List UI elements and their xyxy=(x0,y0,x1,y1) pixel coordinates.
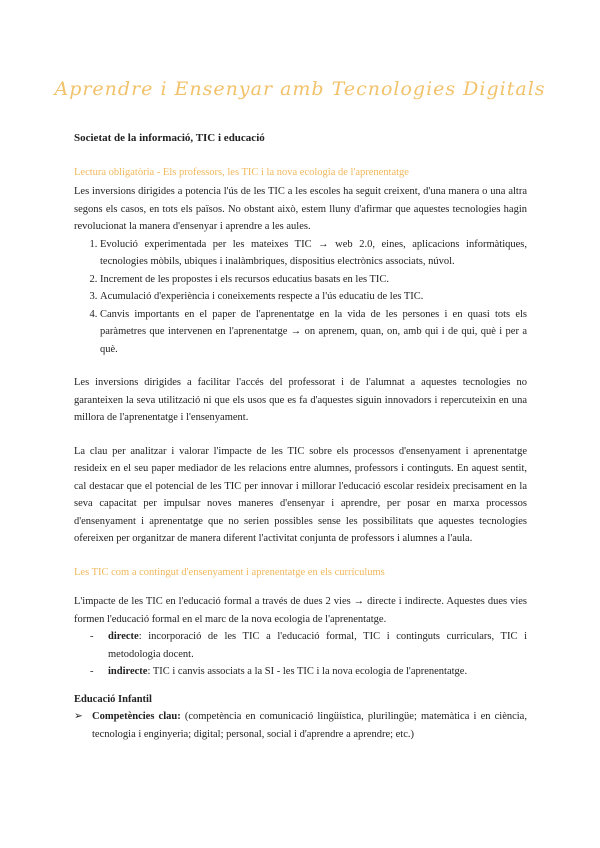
term-indirect: indirecte xyxy=(108,666,148,677)
term-direct: directe xyxy=(108,631,139,642)
list-item: 3. Acumulació d'experiència i coneixements respecte a l'ús educatiu de les TIC. xyxy=(100,288,527,306)
list-item xyxy=(90,663,527,681)
document-body xyxy=(74,130,527,743)
reading-subheading: Lectura obligatòria - Els professors, les TIC i la nova ecologia de l'aprenentatge xyxy=(74,166,409,178)
list-item xyxy=(74,708,527,743)
ways-list xyxy=(74,628,527,681)
key-competences-text: (competència en comunicació lingüística, plurilingüe; matemàtica i en ciència, tecnologia i enginyeria; digital; personal, social i d'aprendre a aprendre; etc.) xyxy=(92,711,527,740)
curriculum-subheading: Les TIC com a contingut d'ensenyament i aprenentatge en els currículums xyxy=(74,566,385,578)
term-description: : TIC i canvis associats a la SI - les TIC i la nova ecologia de l'aprenentatge. xyxy=(147,666,468,677)
factors-list xyxy=(74,236,527,359)
list-item: 4. Canvis importants en el paper de l'aprenentatge en la vida de les persones i en quasi tots els paràmetres que intervenen en l'aprenentatge → on aprenem, quan, on, amb qui i de qui, què i per a què. xyxy=(100,306,527,359)
intro-paragraph: Les inversions dirigides a potencia l'ús de les TIC a les escoles ha seguit creixent, d'una manera o una altra segons els casos, en tots els països. No obstant això, estem lluny d'afirmar que aquestes tecnologies hagin revolucionat la manera d'ensenyar i aprendre a les aules. xyxy=(74,186,527,232)
list-item xyxy=(90,628,527,663)
key-competences-term: Competències clau: xyxy=(92,711,181,722)
dash-bullet: - xyxy=(90,666,94,677)
dash-bullet: - xyxy=(90,631,94,642)
list-item: 1. Evolució experimentada per les mateixes TIC → web 2.0, eines, aplicacions informàtiques, tecnologies mòbils, ubiques i inalàmbriques, dispositius electrònics associats, núvol. xyxy=(100,236,527,271)
document-title: Aprendre i Ensenyar amb Tecnologies Digitals xyxy=(54,78,546,100)
section-heading: Societat de la informació, TIC i educació xyxy=(74,132,265,144)
paragraph: L'impacte de les TIC en l'educació formal a través de dues 2 vies → directe i indirecte. Aquestes dues vies formen l'educació formal en el marc de la nova ecologia de l'aprenentatge. xyxy=(74,596,527,625)
term-description: : incorporació de les TIC a l'educació formal, TIC i continguts curriculars, TIC i metodologia docent. xyxy=(108,631,527,660)
subsection-heading: Educació Infantil xyxy=(74,693,152,705)
list-item: 2. Increment de les propostes i els recursos educatius basats en les TIC. xyxy=(100,271,527,289)
arrow-bullet-icon: ➢ xyxy=(74,711,83,722)
paragraph: La clau per analitzar i valorar l'impacte de les TIC sobre els processos d'ensenyament i aprenentatge resideix en el seu paper mediador de les relacions entre alumnes, professors i continguts. En aquest sentit, cal destacar que el potencial de les TIC per innovar i millorar l'educació escolar resideix precisament en la seva capacitat per impulsar noves maneres d'ensenyar i aprendre, per posar en marxa processos d'ensenyament i aprenentatge que no serien possibles sense les possibilitats que aquestes tecnologies ofereixen per organitzar de manera diferent l'activitat conjunta de professors i alumnes a l'aula. xyxy=(74,445,527,544)
paragraph: Les inversions dirigides a facilitar l'accés del professorat i de l'alumnat a aquestes tecnologies no garanteixen la seva utilització ni que els usos que es fa d'aquestes siguin innovadors i repercuteixin en una millora de l'aprenentatge i l'ensenyament. xyxy=(74,377,527,423)
